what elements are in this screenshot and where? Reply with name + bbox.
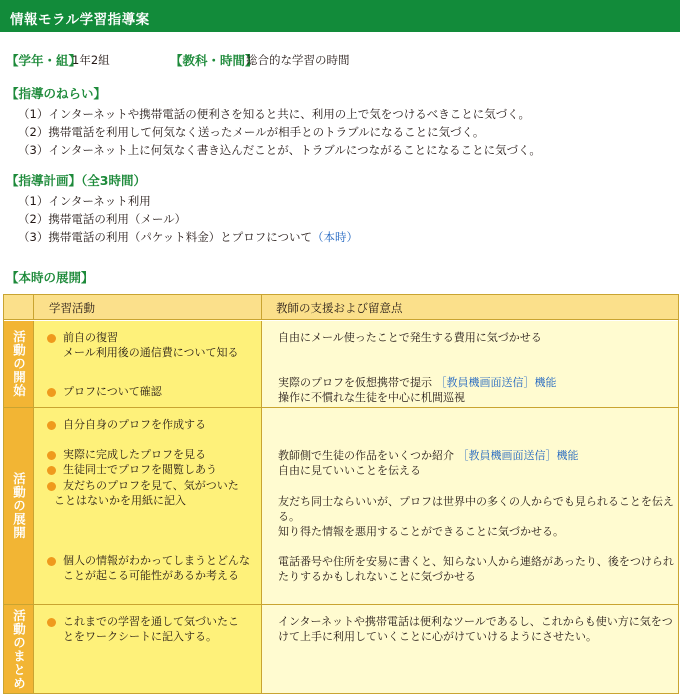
activity-text: とをワークシートに記入する。 <box>63 630 217 643</box>
feature-highlight: ［教員機画面送信］機能 <box>457 449 579 462</box>
activity-text: ことが起こる可能性があるか考える <box>63 569 239 582</box>
activity-text: 実際に完成したプロフを見る <box>63 448 206 461</box>
bullet-icon <box>47 334 56 343</box>
support-text: 知り得た情報を悪用することができることに気づかせる。 <box>278 525 564 538</box>
page-title: 情報モラル学習指導案 <box>0 0 680 32</box>
bullet-icon <box>47 466 56 475</box>
development-heading: 【本時の展開】 <box>6 270 94 285</box>
plan-item: （2）携帯電話の利用（メール） <box>18 212 187 226</box>
support-text: たりするかもしれないことに気づかせる <box>278 570 476 583</box>
bullet-icon <box>47 451 56 460</box>
feature-highlight: ［教員機画面送信］機能 <box>435 376 557 389</box>
support-text: 実際のプロフを仮想携帯で提示 ［教員機画面送信］機能 <box>278 376 557 389</box>
support-text: けて上手に利用していくことに心がけていけるようにさせたい。 <box>278 630 597 643</box>
grade-label: 【学年・組】 <box>6 53 82 68</box>
support-text: 操作に不慣れな生徒を中心に机間巡視 <box>278 391 465 404</box>
aim-item: （2）携帯電話を利用して何気なく送ったメールが相手とのトラブルになることに気づく。 <box>18 125 485 139</box>
support-text: 電話番号や住所を安易に書くと、知らない人から連絡があったり、後をつけられ <box>278 555 674 568</box>
activity-text: 前自の復習 <box>63 331 118 344</box>
support-text: 自由にメール使ったことで発生する費用に気づかせる <box>278 331 542 344</box>
grade-value: 1年2組 <box>72 53 110 67</box>
bullet-icon <box>47 557 56 566</box>
activity-text: 友だちのプロフを見て、気がついた <box>63 479 239 492</box>
plan-item: （1）インターネット利用 <box>18 194 151 208</box>
support-cell <box>262 321 678 407</box>
subject-label: 【教科・時間】 <box>170 53 258 68</box>
phase-label: 活動の展開 <box>4 408 34 604</box>
aims-heading: 【指導のねらい】 <box>6 86 107 101</box>
support-text: インターネットや携帯電話は便利なツールであるし、これからも使い方に気をつ <box>278 615 673 628</box>
bullet-icon <box>47 388 56 397</box>
support-text: 友だち同士ならいいが、プロフは世界中の多くの人からでも見られることを伝え <box>278 495 674 508</box>
aim-item: （3）インターネット上に何気なく書き込んだことが、トラブルにつながることになることに気づく。 <box>18 143 541 157</box>
phase-label: 活動の開始 <box>4 321 34 407</box>
support-text: 教師側で生徒の作品をいくつか紹介 ［教員機画面送信］機能 <box>278 449 579 462</box>
activity-text: 生徒同士でプロフを閲覧しあう <box>63 463 217 476</box>
activity-text: 個人の情報がわかってしまうとどんな <box>63 554 250 567</box>
aim-item: （1）インターネットや携帯電話の便利さを知ると共に、利用の上で気をつけるべきことに気づく。 <box>18 107 531 121</box>
col-activity-header: 学習活動 <box>34 295 262 320</box>
plan-heading: 【指導計画】（全3時間） <box>6 173 146 188</box>
table-header-row <box>4 295 678 320</box>
activity-cell <box>34 321 262 407</box>
plan-item: （3）携帯電話の利用（パケット料金）とプロフについて（本時） <box>18 230 359 244</box>
activity-text: ことはないかを用紙に記入 <box>54 494 186 507</box>
bullet-icon <box>47 421 56 430</box>
support-text: る。 <box>278 510 300 523</box>
activity-text: プロフについて確認 <box>63 385 162 398</box>
activity-text: 自分自身のプロフを作成する <box>63 418 206 431</box>
activity-cell <box>34 408 262 604</box>
current-lesson-marker: （本時） <box>312 230 359 244</box>
support-cell <box>262 408 678 604</box>
col-support-header: 教師の支援および留意点 <box>276 301 403 315</box>
activity-text: これまでの学習を通して気づいたこ <box>63 615 239 628</box>
lesson-table <box>3 294 679 694</box>
bullet-icon <box>47 618 56 627</box>
support-cell <box>262 605 678 693</box>
phase-label: 活動のまとめ <box>4 605 34 693</box>
activity-cell <box>34 605 262 693</box>
support-text: 自由に見ていいことを伝える <box>278 464 421 477</box>
subject-value: 総合的な学習の時間 <box>246 53 350 67</box>
activity-text: メール利用後の通信費について知る <box>63 346 239 359</box>
bullet-icon <box>47 482 56 491</box>
